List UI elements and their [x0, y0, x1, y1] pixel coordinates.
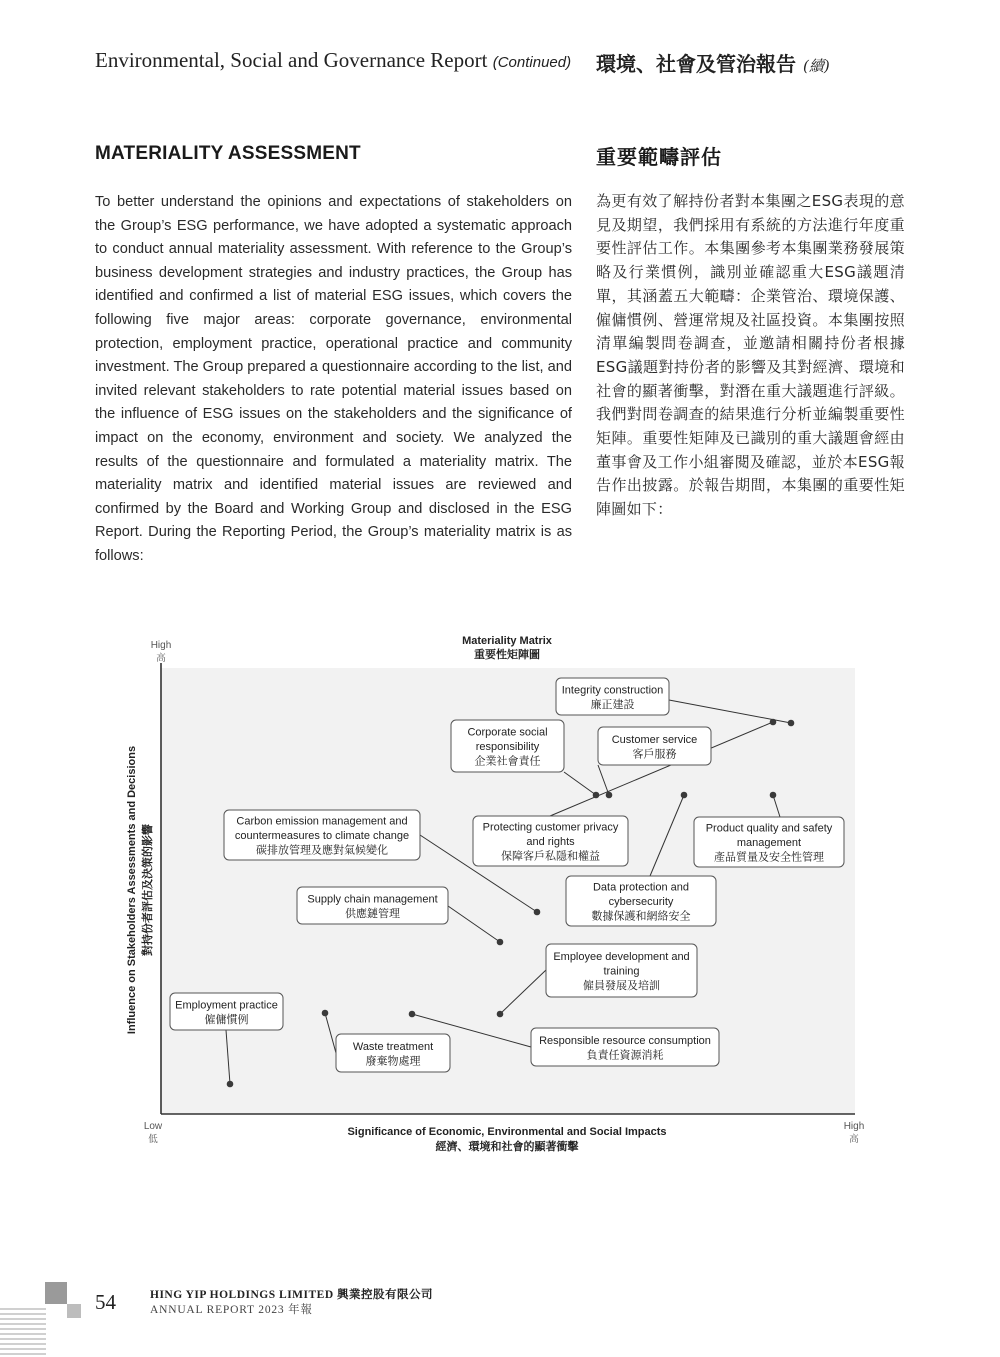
section-title-en: MATERIALITY ASSESSMENT — [95, 143, 361, 164]
data-point — [322, 1010, 329, 1017]
x-axis-title: Significance of Economic, Environmental and Social Impacts — [347, 1126, 667, 1138]
y-axis-high-label: High — [150, 640, 172, 651]
chart-title: Materiality Matrix — [462, 635, 552, 647]
running-header-continued-zh: (續) — [802, 57, 830, 75]
x-axis-low-label: Low — [143, 1121, 163, 1132]
issue-label-zh: 負責任資源消耗 — [586, 1048, 664, 1062]
footer-company-name: HING YIP HOLDINGS LIMITED 興業控股有限公司 — [150, 1289, 434, 1301]
issue-label-zh: 客戶服務 — [632, 747, 677, 761]
data-point — [409, 1011, 416, 1018]
footer-report-name: ANNUAL REPORT 2023 年報 — [150, 1304, 313, 1316]
issue-label-en: Supply chain management — [307, 893, 438, 906]
data-point — [227, 1081, 234, 1088]
page-number: 54 — [95, 1290, 116, 1314]
data-point — [788, 720, 795, 727]
issue-label-zh: 數據保護和網絡安全 — [591, 909, 691, 923]
issue-label-zh: 碳排放管理及應對氣候變化 — [256, 843, 388, 857]
issue-label-zh: 僱員發展及培訓 — [583, 979, 660, 992]
running-header-en — [95, 48, 571, 73]
issue-label-zh: 僱傭慣例 — [204, 1012, 249, 1026]
issue-label-en: Corporate social responsibility — [467, 726, 548, 753]
issue-label-zh: 企業社會責任 — [474, 754, 541, 768]
data-point — [497, 939, 504, 946]
issue-label-en: Customer service — [611, 733, 698, 746]
issue-label-en: Product quality and safety management — [705, 822, 833, 849]
issue-label-en: Responsible resource consumption — [539, 1034, 711, 1047]
footer-decoration — [0, 1280, 90, 1357]
issue-label-en: Integrity construction — [561, 684, 664, 697]
y-axis-high-label-zh: 高 — [156, 653, 166, 664]
data-point — [681, 792, 688, 799]
x-axis-title-zh: 經濟、環境和社會的顯著衝擊 — [435, 1140, 579, 1153]
data-point — [497, 1011, 504, 1018]
section-body-zh: 為更有效了解持份者對本集團之ESG表現的意見及期望，我們採用有系統的方法進行年度重要性評估工作。本集團參考本集團業務發展策略及行業慣例，識別並確認重大ESG議題清單，其涵蓋五大範疇：企業管治、環境保護、僱傭慣例、營運常規及社區投資。本集團按照清單編製問卷調查，並邀請相關持份者根據ESG議題對持份者的影響及其對經濟、環境和社會的顯著衝擊，對潛在重大議題進行評級。我們對問卷調查的結果進行分析並編製重要性矩陣。重要性矩陣及已識別的重大議題會經由董事會及工作小組審閱及確認，並於本ESG報告作出披露。於報告期間，本集團的重要性矩陣圖如下： — [596, 192, 905, 519]
x-axis-low-label-zh: 低 — [148, 1134, 158, 1145]
issue-label-en: Waste treatment — [352, 1040, 434, 1053]
section-title-zh: 重要範疇評估 — [596, 145, 722, 169]
y-axis-title: Influence on Stakeholders Assessments and Decisions — [126, 745, 138, 1035]
materiality-matrix-chart — [0, 620, 1000, 1165]
issue-label-zh: 產品質量及安全性管理 — [714, 850, 824, 864]
data-point — [606, 792, 613, 799]
y-axis-title-zh: 對持份者評估及決策的影響 — [141, 824, 154, 956]
data-point — [770, 792, 777, 799]
data-point — [770, 719, 777, 726]
issue-label-zh: 廉正建設 — [590, 697, 635, 711]
running-header-title-zh: 環境、社會及管治報告 — [596, 52, 796, 76]
issue-label-zh: 廢棄物處理 — [365, 1054, 421, 1068]
x-axis-high-label-zh: 高 — [849, 1134, 859, 1145]
issue-label-zh: 保障客戶私隱和權益 — [501, 849, 600, 863]
running-header-zh — [596, 48, 830, 77]
issue-label-en: Carbon emission management and countermeasures to climate change — [234, 815, 410, 842]
running-header-title-en: Environmental, Social and Governance Report — [95, 48, 488, 72]
issue-label-en: Protecting customer privacy and rights — [482, 821, 619, 848]
running-header-continued-en: (Continued) — [492, 54, 572, 71]
section-body-en: To better understand the opinions and expectations of stakeholders on the Group’s ESG performance, we have adopted a systematic approach to conduct annual materiality assessment. With reference to the Group’s business development strategies and industry practices, the Group has identified and confirmed a list of material ESG issues, which covers the following five major areas: corporate governance, environmental protection, employment practice, operational practice and community investment. The Group prepared a questionnaire according to the list, and invited relevant stakeholders to rate potential material issues based on the influence of ESG issues on the stakeholders and the significance of impact on the economy, environment and society. We analyzed the results of the questionnaire and formulated a materiality matrix. The materiality matrix and identified material issues are reviewed and confirmed by the Board and Working Group and disclosed in the ESG Report. During the Reporting Period, the Group’s materiality matrix is as follows: — [95, 194, 572, 564]
issue-label-en: Employee development and training — [553, 951, 690, 978]
chart-title-zh: 重要性矩陣圖 — [474, 648, 540, 661]
issue-label-en: Data protection and cybersecurity — [592, 881, 690, 908]
issue-label-zh: 供應鏈管理 — [345, 906, 400, 920]
data-point — [593, 792, 600, 799]
issue-label-en: Employment practice — [175, 999, 278, 1012]
x-axis-high-label: High — [843, 1121, 865, 1132]
data-point — [534, 909, 541, 916]
